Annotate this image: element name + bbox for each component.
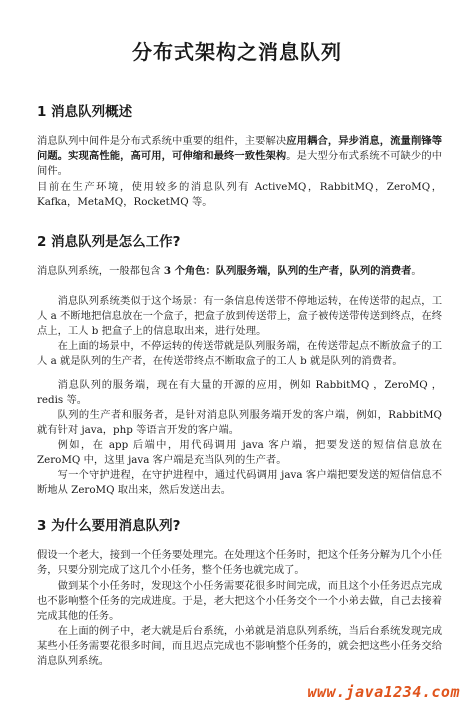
section-2-paragraph-7: 写一个守护进程，在守护进程中，通过代码调用 java 客户端把要发送的短信信息不断地从 ZeroMQ 取出来，然后发送出去。 [37,469,442,497]
section-1-paragraph-1: 消息队列中间件是分布式系统中重要的组件，主要解决应用耦合，异步消息，流量削锋等问题。实现高性能，高可用，可伸缩和最终一致性架构。是大型分布式系统不可缺少的中间件。 [37,135,443,178]
watermark: www.java1234.com [307,683,460,701]
page-title: 分布式架构之消息队列 [132,40,342,64]
section-2-paragraph-4: 消息队列的服务端，现在有大量的开源的应用，例如 RabbitMQ ，ZeroMQ ，redis 等。 [37,379,442,407]
section-3-paragraph-2: 做到某个小任务时，发现这个小任务需要花很多时间完成，而且这个小任务迟点完成也不影响整个任务的完成进度。于是，老大把这个小任务交个一个小弟去做，自己去接着完成其他的任务。 [37,580,442,623]
section-1-paragraph-2: 目前在生产环境，使用较多的消息队列有 ActiveMQ，RabbitMQ，ZeroMQ，Kafka，MetaMQ，RocketMQ 等。 [37,181,442,209]
section-2-paragraph-1: 消息队列系统，一般都包含 3 个角色：队列服务端，队列的生产者，队列的消费者。 [37,265,422,277]
section-2-paragraph-2: 消息队列系统类似于这个场景：有一条信息传送带不停地运转，在传送带的起点，工人 a 不断地把信息放在一个盒子，把盒子放到传送带上，盒子被传送带传送到终点，在终点上，工人 b 把盒子上的信息取出来，进行处理。 [37,295,442,338]
section-2-paragraph-6: 例如，在 app 后端中，用代码调用 java 客户端，把要发送的短信信息放在 ZeroMQ 中，这里 java 客户端是充当队列的生产者。 [37,439,442,467]
section-3-paragraph-1: 假设一个老大，接到一个任务要处理完。在处理这个任务时，把这个任务分解为几个小任务，只要分别完成了这几个小任务，整个任务也就完成了。 [37,549,442,577]
section-2-paragraph-5: 队列的生产者和服务者，是针对消息队列服务端开发的客户端，例如，RabbitMQ 就有针对 java，php 等语言开发的客户端。 [37,409,442,437]
section-2-paragraph-3: 在上面的场景中，不停运转的传送带就是队列服务端，在传送带起点不断放盒子的工人 a 就是队列的生产者，在传送带终点不断取盒子的工人 b 就是队列的消费者。 [37,340,442,368]
section-2-heading: 2 消息队列是怎么工作? [37,234,181,250]
section-3-heading: 3 为什么要用消息队列? [37,518,181,534]
section-3-paragraph-3: 在上面的例子中，老大就是后台系统，小弟就是消息队列系统，当后台系统发现完成某些小任务需要花很多时间，而且迟点完成也不影响整个任务的，就会把这些小任务交给消息队列系统。 [37,625,442,668]
section-1-heading: 1 消息队列概述 [37,104,133,120]
